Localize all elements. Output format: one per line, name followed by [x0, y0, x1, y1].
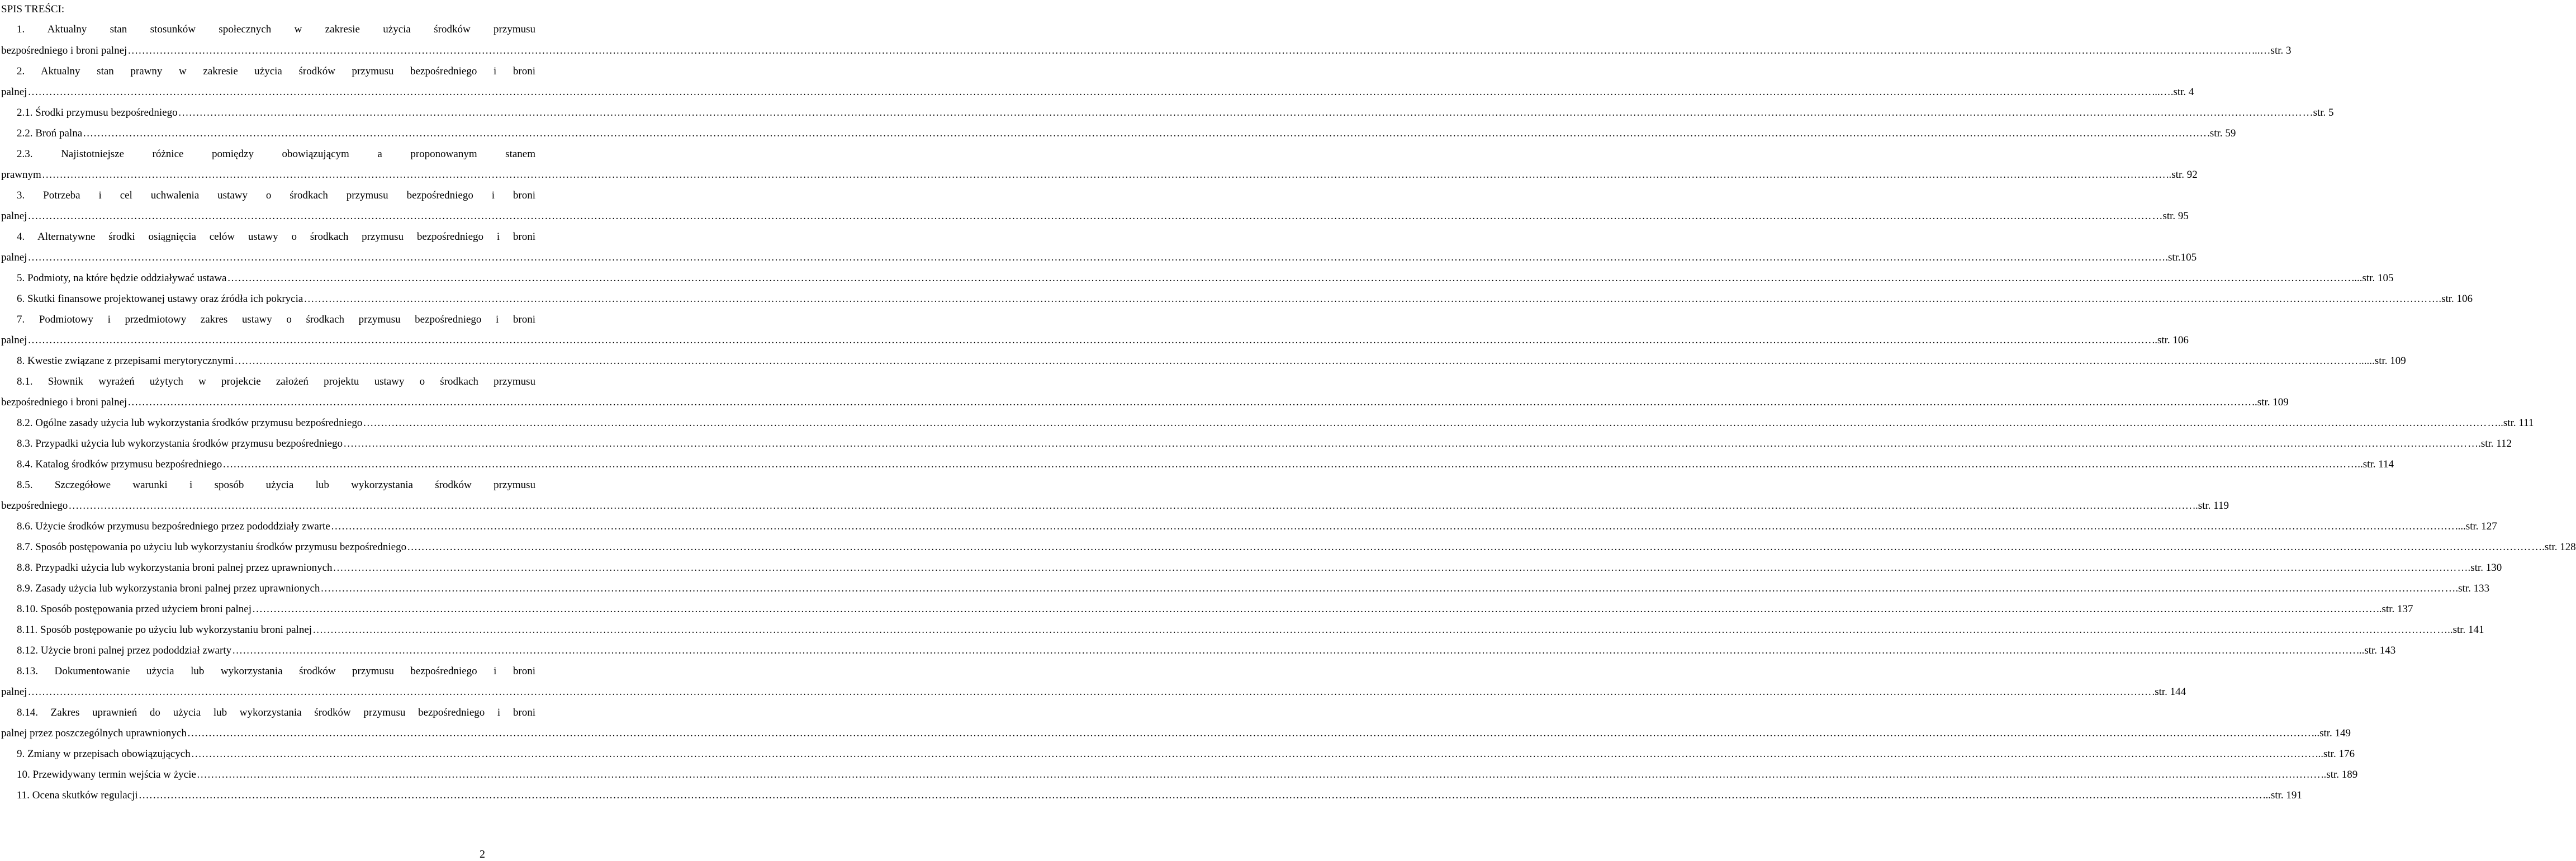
toc-line [17, 65, 535, 78]
toc-leader-dots: …………………………………………………………………………………………………………………………………………………………………………………………………………………………………………………………………………………………………………………………………………………………………………………………………………………………………………………………………………………………………………………………………………………… [191, 748, 2315, 760]
toc-leader-dots: …………………………………………………………………………………………………………………………………………………………………………………………………………………………………………………………………………………………………………………………………………………………………………………………………………………………………………………………………………………………………………………………………………………… [234, 355, 2359, 367]
toc-line [17, 541, 2576, 554]
toc-line-text: 11. Ocena skutków regulacji [17, 789, 138, 801]
toc-leader-dots: …………………………………………………………………………………………………………………………………………………………………………………………………………………………………………………………………………………………………………………………………………………………………………………………………………………………………………………………………………………………………………………………………………………… [333, 562, 2457, 574]
toc-leader-dots: …………………………………………………………………………………………………………………………………………………………………………………………………………………………………………………………………………………………………………………………………………………………………………………………………………………………………………………………………………………………………………………………………………………… [127, 396, 2252, 408]
toc-line-text: 2.3. Najistotniejsze różnice pomiędzy obowiązującym a proponowanym stanem [17, 148, 535, 160]
toc-line-text: bezpośredniego i broni palnej [1, 396, 127, 408]
toc-page-ref: ....str. 127 [2455, 521, 2497, 532]
toc-line-text: 8.9. Zasady użycia lub wykorzystania broni palnej przez uprawnionych [17, 583, 320, 594]
toc-line-text: 8.10. Sposób postępowania przed użyciem broni palnej [17, 603, 252, 615]
toc-line [1, 210, 2189, 223]
toc-leader-dots: …………………………………………………………………………………………………………………………………………………………………………………………………………………………………………………………………………………………………………………………………………………………………………………………………………………………………………………………………………………………………………………………………………………… [187, 727, 2311, 739]
toc-page-ref: ..str. 92 [2166, 169, 2198, 181]
toc-line-text: 7. Podmiotowy i przedmiotowy zakres ustawy o środkach przymusu bezpośredniego i broni [17, 314, 535, 325]
toc-page-ref: ..str. 119 [2193, 500, 2229, 512]
toc-leader-dots: …………………………………………………………………………………………………………………………………………………………………………………………………………………………………………………………………………………………………………………………………………………………………………………………………………………………………………………………………………………………………………………………………………………… [27, 252, 2152, 263]
toc-line [1, 686, 2186, 698]
toc-leader-dots: …………………………………………………………………………………………………………………………………………………………………………………………………………………………………………………………………………………………………………………………………………………………………………………………………………………………………………………………………………………………………………………………………………………… [363, 417, 2487, 429]
toc-line-text: 5. Podmioty, na które będzie oddziaływać ustawa [17, 272, 227, 284]
toc-line-text: 8.2. Ogólne zasady użycia lub wykorzystania środków przymusu bezpośredniego [17, 417, 363, 429]
toc-line-text: 9. Zmiany w przepisach obowiązujących [17, 748, 191, 760]
toc-leader-dots: …………………………………………………………………………………………………………………………………………………………………………………………………………………………………………………………………………………………………………………………………………………………………………………………………………………………………………………………………………………………………………………………………………………… [232, 645, 2356, 656]
toc-line-text: 3. Potrzeba i cel uchwalenia ustawy o środkach przymusu bezpośredniego i broni [17, 190, 535, 201]
toc-leader-dots: …………………………………………………………………………………………………………………………………………………………………………………………………………………………………………………………………………………………………………………………………………………………………………………………………………………………………………………………………………………………………………………………………………………… [252, 603, 2376, 615]
toc-leader-dots: …………………………………………………………………………………………………………………………………………………………………………………………………………………………………………………………………………………………………………………………………………………………………………………………………………………………………………………………………………………………………………………………………………………… [178, 107, 2302, 119]
toc-line-text: palnej [1, 252, 27, 263]
toc-line [17, 583, 2490, 595]
toc-line [17, 789, 2302, 802]
toc-line-text: 8.8. Przypadki użycia lub wykorzystania broni palnej przez uprawnionych [17, 562, 333, 574]
toc-page-ref: ….str. 112 [2468, 438, 2512, 450]
toc-line [1, 169, 2198, 181]
toc-line-text: palnej przez poszczególnych uprawnionych [1, 727, 187, 739]
toc-page-ref: ...str. 143 [2356, 645, 2396, 656]
toc-leader-dots: …………………………………………………………………………………………………………………………………………………………………………………………………………………………………………………………………………………………………………………………………………………………………………………………………………………………………………………………………………………………………………………………………………………… [138, 789, 2262, 801]
toc-line [17, 190, 535, 202]
toc-line-text: 8.5. Szczegółowe warunki i sposób użycia lub wykorzystania środków przymusu [17, 479, 535, 491]
toc-leader-dots: …………………………………………………………………………………………………………………………………………………………………………………………………………………………………………………………………………………………………………………………………………………………………………………………………………………………………………………………………………………………………………………………………………………… [41, 169, 2166, 181]
toc-line [17, 603, 2413, 616]
toc-line-text: 8.7. Sposób postępowania po użyciu lub wykorzystaniu środków przymusu bezpośredniego [17, 541, 407, 553]
toc-line [1, 500, 2229, 512]
toc-line-text: 1. Aktualny stan stosunków społecznych w zakresie użycia środków przymusu [17, 23, 535, 35]
toc-line [17, 748, 2355, 760]
toc-line [17, 376, 535, 388]
toc-leader-dots: …………………………………………………………………………………………………………………………………………………………………………………………………………………………………………………………………………………………………………………………………………………………………………………………………………………………………………………………………………………………………………………………………………………… [227, 272, 2351, 284]
toc-line-text: palnej [1, 210, 27, 222]
toc-line [17, 707, 535, 719]
toc-page-ref: ......str. 109 [2359, 355, 2406, 367]
toc-page-ref: ...str. 191 [2262, 789, 2302, 801]
toc-line-text: 2.2. Broń palna [17, 127, 83, 139]
toc-line-text: 10. Przewidywany termin wejścia w życie [17, 769, 196, 780]
toc-line-text: 8. Kwestie związane z przepisami merytorycznymi [17, 355, 234, 367]
toc-line [1, 334, 2189, 347]
toc-line-text: 8.12. Użycie broni palnej przez pododdział zwarty [17, 645, 232, 656]
toc-line [17, 645, 2396, 657]
toc-line [17, 479, 535, 491]
toc-line-text: bezpośredniego [1, 500, 68, 512]
toc-page-ref: .….str.105 [2152, 252, 2197, 263]
toc-line-text: 8.3. Przypadki użycia lub wykorzystania środków przymusu bezpośredniego [17, 438, 343, 450]
toc-leader-dots: …………………………………………………………………………………………………………………………………………………………………………………………………………………………………………………………………………………………………………………………………………………………………………………………………………………………………………………………………………………………………………………………………………………… [68, 500, 2193, 512]
toc-leader-dots: …………………………………………………………………………………………………………………………………………………………………………………………………………………………………………………………………………………………………………………………………………………………………………………………………………………………………………………………………………………………………………………………………………………… [27, 334, 2152, 346]
toc-page-ref: …str. 5 [2302, 107, 2334, 119]
toc-line-text: 8.4. Katalog środków przymusu bezpośredniego [17, 458, 222, 470]
toc-page-ref: …str. 95 [2152, 210, 2189, 222]
toc-page-ref: ..str. 137 [2376, 603, 2413, 615]
toc-line [17, 127, 2236, 140]
toc-page-ref: ...….str. 4 [2152, 86, 2194, 98]
toc-line-text: prawnym [1, 169, 41, 181]
toc-line-text: 8.1. Słownik wyrażeń użytych w projekcie założeń projektu ustawy o środkach przymusu [17, 376, 535, 387]
toc-line [17, 272, 2394, 285]
page-number: 2 [480, 848, 485, 860]
toc-line [17, 314, 535, 326]
toc-line [17, 107, 2334, 119]
toc-line [17, 355, 2406, 367]
toc-line [17, 562, 2502, 574]
toc-page-ref: …..str. 114 [2347, 458, 2394, 470]
toc-line-text: 2. Aktualny stan prawny w zakresie użycia środków przymusu bezpośredniego i broni [17, 65, 535, 77]
toc-page-ref: ….str. 133 [2445, 583, 2490, 594]
toc-heading: SPIS TREŚCI: [1, 3, 65, 15]
toc-leader-dots: …………………………………………………………………………………………………………………………………………………………………………………………………………………………………………………………………………………………………………………………………………………………………………………………………………………………………………………………………………………………………………………………………………………… [320, 583, 2445, 594]
toc-line-text: 2.1. Środki przymusu bezpośredniego [17, 107, 178, 119]
toc-line [17, 624, 2484, 636]
toc-leader-dots: …………………………………………………………………………………………………………………………………………………………………………………………………………………………………………………………………………………………………………………………………………………………………………………………………………………………………………………………………………………………………………………………………………………… [127, 45, 2252, 56]
toc-leader-dots: …………………………………………………………………………………………………………………………………………………………………………………………………………………………………………………………………………………………………………………………………………………………………………………………………………………………………………………………………………………………………………………………………………………… [303, 293, 2428, 305]
toc-line-text: 6. Skutki finansowe projektowanej ustawy oraz źródła ich pokrycia [17, 293, 303, 305]
toc-line [17, 293, 2473, 305]
toc-page-ref: …..str. 141 [2437, 624, 2484, 636]
toc-line [1, 252, 2197, 264]
toc-line-text: 8.6. Użycie środków przymusu bezpośredniego przez pododdziały zwarte [17, 521, 330, 532]
toc-line [1, 396, 2289, 409]
toc-page-ref: ..str. 106 [2152, 334, 2189, 346]
toc-page-ref: ..str. 189 [2321, 769, 2358, 780]
toc-leader-dots: …………………………………………………………………………………………………………………………………………………………………………………………………………………………………………………………………………………………………………………………………………………………………………………………………………………………………………………………………………………………………………………………………………………… [83, 127, 2207, 139]
toc-page-ref: ….str. 130 [2457, 562, 2502, 574]
toc-page-ref: ….str. 128 [2531, 541, 2576, 553]
toc-leader-dots: …………………………………………………………………………………………………………………………………………………………………………………………………………………………………………………………………………………………………………………………………………………………………………………………………………………………………………………………………………………………………………………………………………………… [407, 541, 2531, 553]
toc-page-ref: ...str. 149 [2311, 727, 2351, 739]
toc-leader-dots: …………………………………………………………………………………………………………………………………………………………………………………………………………………………………………………………………………………………………………………………………………………………………………………………………………………………………………………………………………………………………………………………………………………… [27, 210, 2152, 222]
toc-line [17, 148, 535, 160]
toc-leader-dots: …………………………………………………………………………………………………………………………………………………………………………………………………………………………………………………………………………………………………………………………………………………………………………………………………………………………………………………………………………………………………………………………………………………… [27, 686, 2152, 698]
toc-line [17, 23, 535, 36]
toc-line [17, 231, 535, 243]
toc-page-ref: …..str. 111 [2487, 417, 2534, 429]
toc-page-ref: ..str. 109 [2252, 396, 2289, 408]
toc-line-text: palnej [1, 86, 27, 98]
toc-page-ref: .str. 59 [2207, 127, 2236, 139]
toc-line-text: palnej [1, 334, 27, 346]
toc-line [1, 86, 2194, 98]
toc-line [17, 438, 2512, 450]
toc-line-text: 8.14. Zakres uprawnień do użycia lub wykorzystania środków przymusu bezpośredniego i broni [17, 707, 535, 718]
toc-line [1, 727, 2351, 740]
toc-line-text: 8.13. Dokumentowanie użycia lub wykorzystania środków przymusu bezpośredniego i broni [17, 665, 535, 677]
toc-page-ref: ….str. 106 [2428, 293, 2473, 305]
toc-leader-dots: …………………………………………………………………………………………………………………………………………………………………………………………………………………………………………………………………………………………………………………………………………………………………………………………………………………………………………………………………………………………………………………………………………………… [27, 86, 2152, 98]
toc-leader-dots: …………………………………………………………………………………………………………………………………………………………………………………………………………………………………………………………………………………………………………………………………………………………………………………………………………………………………………………………………………………………………………………………………………………… [343, 438, 2468, 450]
toc-leader-dots: …………………………………………………………………………………………………………………………………………………………………………………………………………………………………………………………………………………………………………………………………………………………………………………………………………………………………………………………………………………………………………………………………………………… [196, 769, 2321, 780]
toc-line-text: 8.11. Sposób postępowanie po użyciu lub wykorzystaniu broni palnej [17, 624, 312, 636]
toc-line-text: 4. Alternatywne środki osiągnięcia celów ustawy o środkach przymusu bezpośredniego i broni [17, 231, 535, 243]
toc-page-ref: ...str. 176 [2315, 748, 2355, 760]
toc-line [17, 665, 535, 678]
toc-page-ref: ...…str. 3 [2252, 45, 2292, 56]
toc-leader-dots: …………………………………………………………………………………………………………………………………………………………………………………………………………………………………………………………………………………………………………………………………………………………………………………………………………………………………………………………………………………………………………………………………………………… [312, 624, 2437, 636]
toc-page-ref: .str. 144 [2152, 686, 2186, 698]
toc-page-ref: ....str. 105 [2351, 272, 2394, 284]
toc-line-text: bezpośredniego i broni palnej [1, 45, 127, 56]
toc-leader-dots: …………………………………………………………………………………………………………………………………………………………………………………………………………………………………………………………………………………………………………………………………………………………………………………………………………………………………………………………………………………………………………………………………………………… [222, 458, 2347, 470]
toc-line [17, 521, 2497, 533]
toc-line [17, 769, 2358, 781]
toc-line [1, 45, 2292, 57]
toc-leader-dots: …………………………………………………………………………………………………………………………………………………………………………………………………………………………………………………………………………………………………………………………………………………………………………………………………………………………………………………………………………………………………………………………………………………… [330, 521, 2455, 532]
toc-line [17, 417, 2534, 429]
toc-line-text: palnej [1, 686, 27, 698]
toc-line [17, 458, 2394, 471]
